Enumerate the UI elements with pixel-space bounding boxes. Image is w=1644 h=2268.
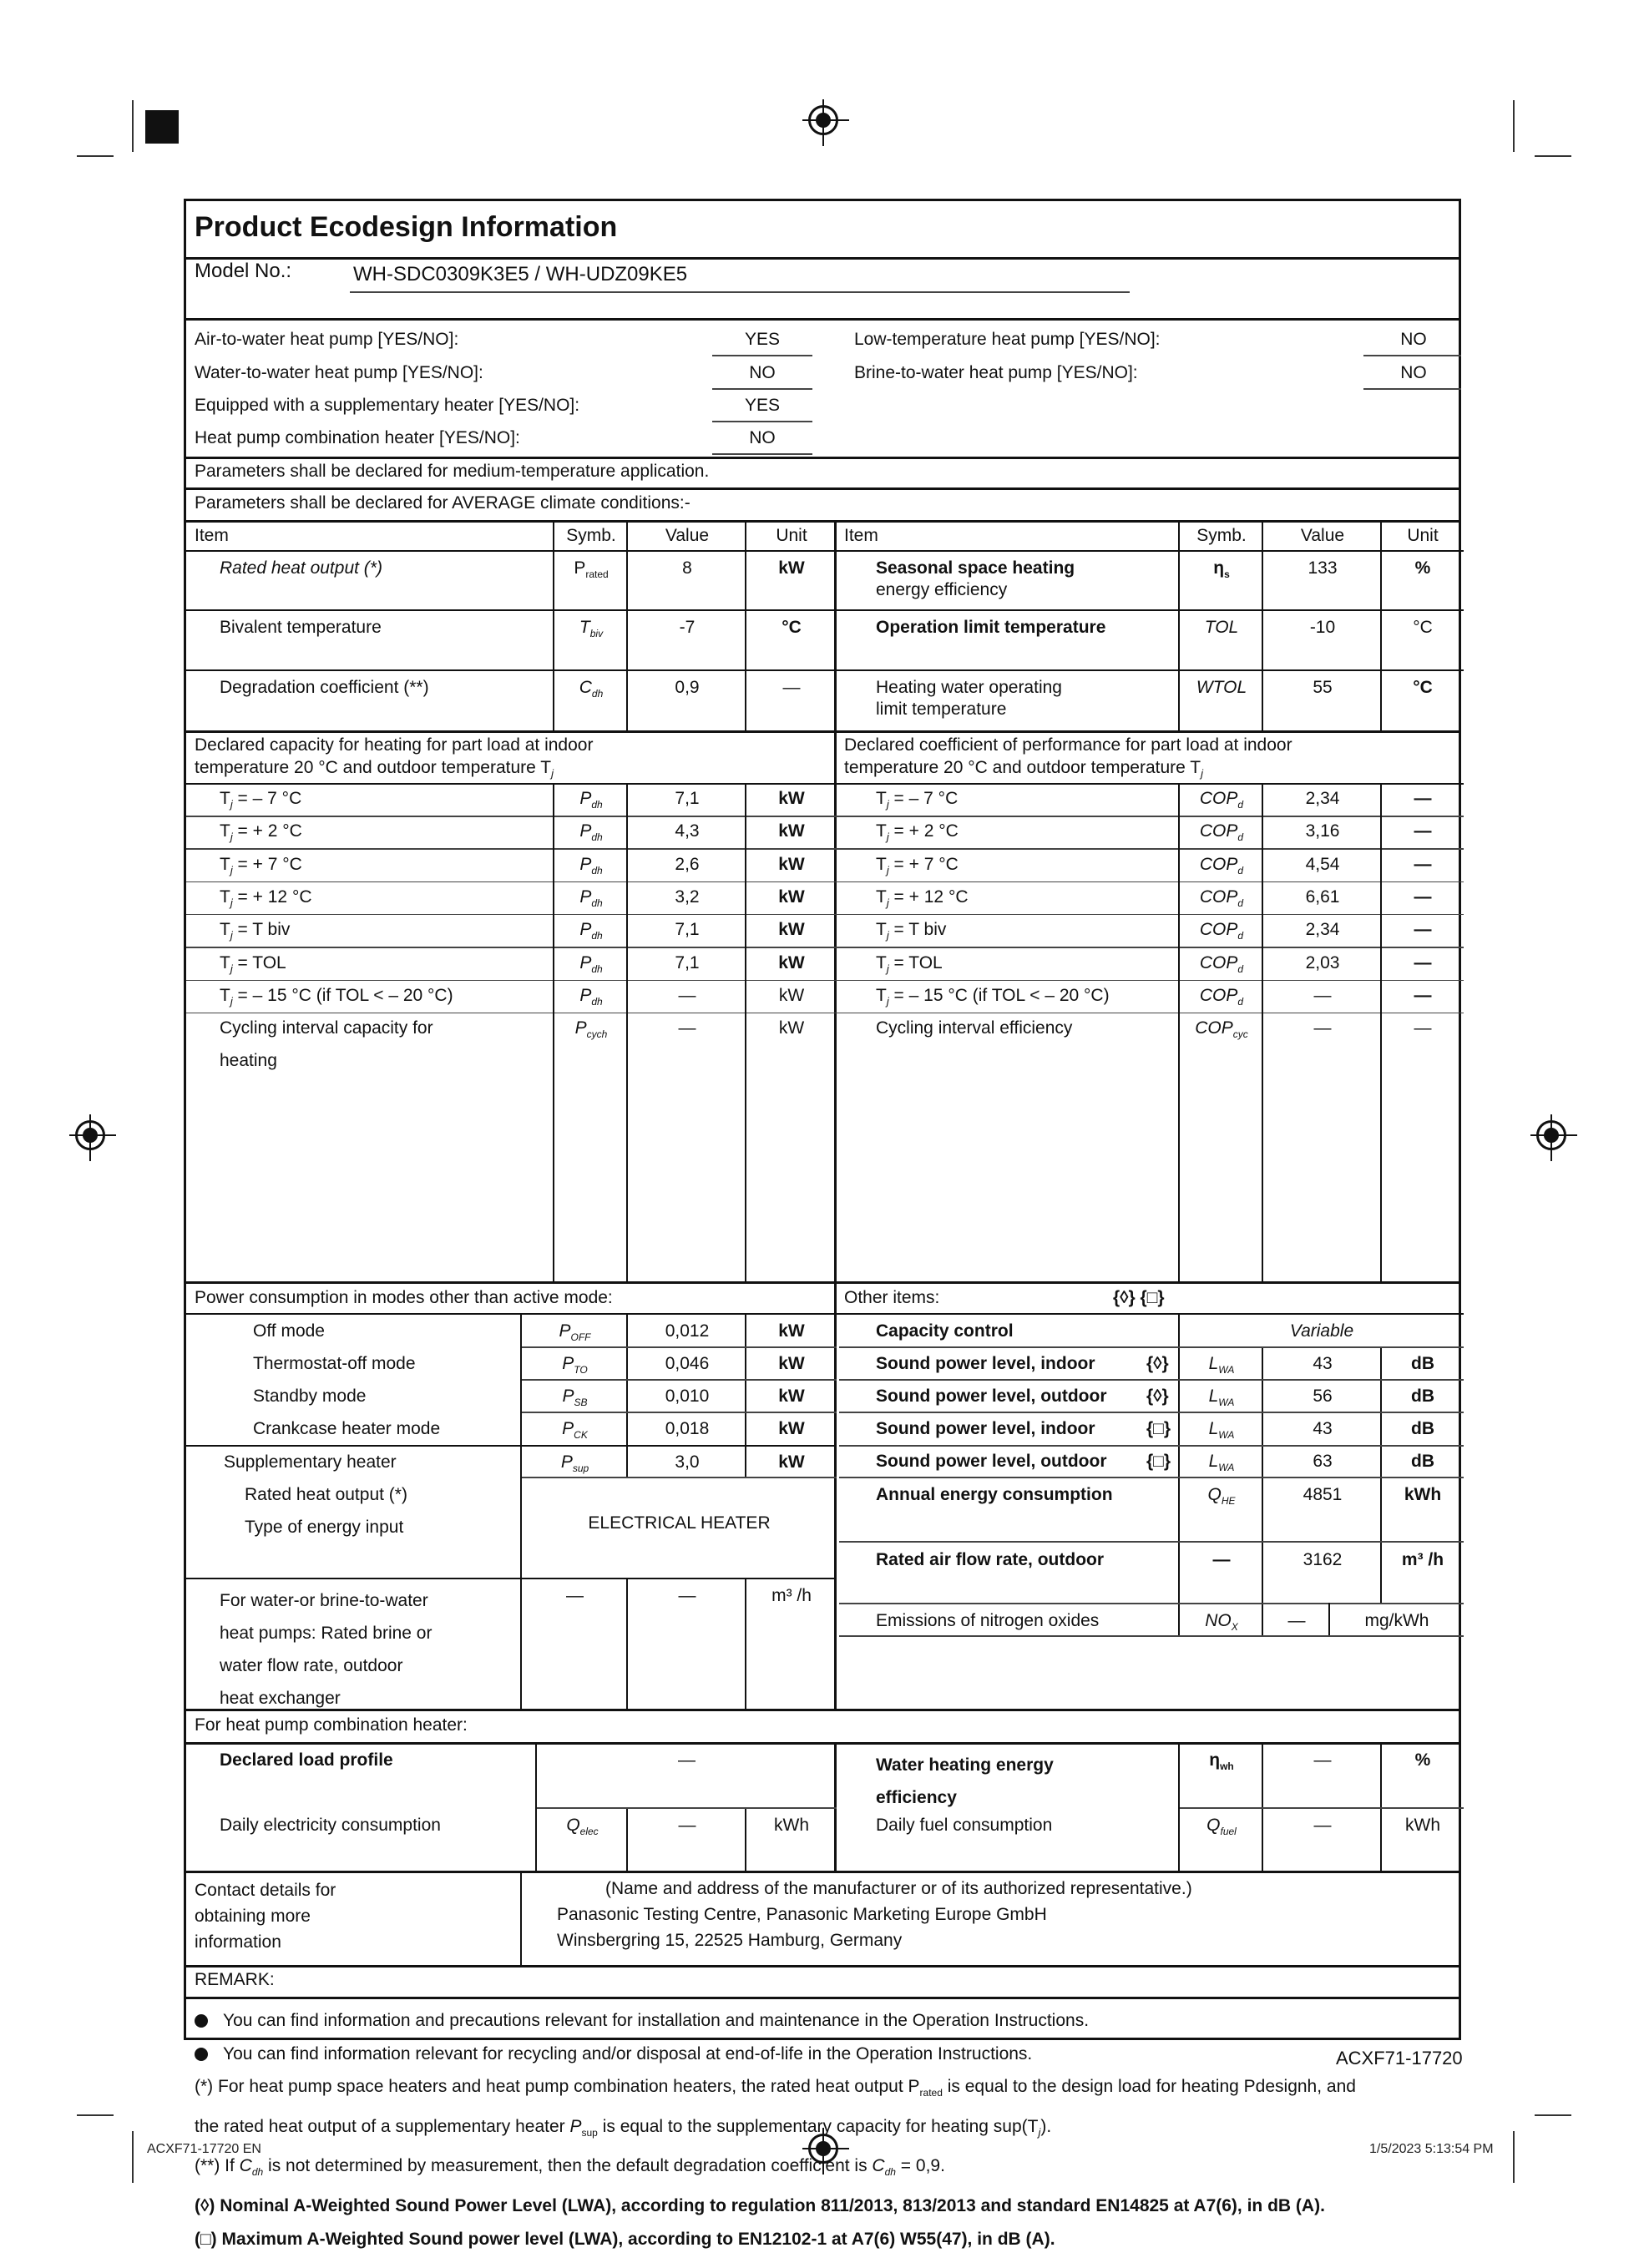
partload-value: — (1313, 985, 1332, 1005)
partload-unit: — (1414, 821, 1432, 841)
power-other-table (186, 1281, 1464, 1709)
partload-unit: — (1414, 789, 1432, 808)
partload-value: 2,6 (675, 854, 700, 874)
partload-condition: $T_j$ = TOL (876, 952, 943, 975)
crop-mark (77, 155, 114, 157)
cycling-capacity-label-2: heating (220, 1051, 277, 1071)
contact-note: (Name and address of the manufacturer or of its authorized representative.) (605, 1879, 1192, 1898)
item-operation-limit: Operation limit temperature (876, 618, 1106, 637)
flag-label: Air-to-water heat pump [YES/NO]: (195, 330, 459, 349)
nox-label: Emissions of nitrogen oxides (876, 1611, 1100, 1630)
flow-label: For water-or brine-to-water heat pumps: Rated brine or water flow rate, outdoor heat exchanger (220, 1591, 432, 1708)
flow-value: — (678, 1586, 696, 1605)
partload-unit: — (1414, 952, 1432, 972)
partload-value: 2,34 (1305, 789, 1340, 808)
symb: WTOL (1196, 678, 1247, 697)
item-water-limit: Heating water operating (876, 678, 1062, 697)
crop-mark (1513, 2131, 1515, 2183)
remark-bullet-1: You can find information and precautions relevant for installation and maintenance in the Operation Instructions. (195, 2004, 1455, 2038)
remark-note-1: (*) For heat pump space heaters and heat pump combination heaters, the rated heat output $P_{rated}$ is equal to the design load for heating Pdesignh, and (195, 2077, 1356, 2099)
daily-fuel-symb: $Q_{fuel}$ (1206, 1816, 1237, 1838)
partload-unit: kW (778, 854, 805, 874)
air-flow-value: 3162 (1303, 1550, 1343, 1569)
unit: °C (782, 618, 802, 637)
partload-condition: $T_j$ = + 2 °C (876, 821, 959, 844)
partload-value: 7,1 (675, 789, 700, 808)
partload-symb: $COP_d$ (1199, 821, 1244, 844)
cycling-efficiency-unit: — (1414, 1018, 1432, 1038)
daily-fuel-label: Daily fuel consumption (876, 1816, 1053, 1835)
power-mode-value: 0,012 (665, 1321, 710, 1341)
power-mode-unit: kW (778, 1321, 805, 1341)
sound-level-unit: dB (1411, 1452, 1434, 1471)
power-mode-value: 0,010 (665, 1387, 710, 1406)
combination-title: For heat pump combination heater: (195, 1715, 468, 1735)
sound-level-mark: {□} (1146, 1419, 1171, 1438)
value: 55 (1313, 678, 1333, 697)
flag-label: Water-to-water heat pump [YES/NO]: (195, 363, 483, 382)
flow-symb: — (566, 1586, 584, 1605)
page-title: Product Ecodesign Information (195, 211, 618, 243)
annual-energy-label: Annual energy consumption (876, 1485, 1113, 1504)
sound-level-value: 43 (1313, 1419, 1333, 1438)
value: 0,9 (675, 678, 700, 697)
contact-address-1: Panasonic Testing Centre, Panasonic Marketing Europe GmbH (557, 1905, 1047, 1924)
flow-unit: m³ /h (771, 1586, 812, 1605)
symb: $C_{dh}$ (579, 678, 604, 700)
supp-heater-label: Supplementary heater (224, 1452, 397, 1472)
partload-symb: $COP_d$ (1199, 985, 1244, 1008)
crop-mark (132, 2131, 134, 2183)
power-mode-unit: kW (778, 1387, 805, 1406)
daily-elec-label: Daily electricity consumption (220, 1816, 441, 1835)
flag-value: YES (744, 396, 781, 415)
symb: TOL (1204, 618, 1239, 637)
supp-energy-label: Type of energy input (245, 1518, 404, 1537)
remark-note-5: (□) Maximum A-Weighted Sound power level (LWA), according to EN12102-1 at A7(6) W55(47), in dB (A). (195, 2229, 1055, 2249)
partload-value: 3,2 (675, 886, 700, 907)
bullet-icon (195, 2048, 208, 2061)
partload-condition: $T_j$ = TOL (220, 952, 286, 975)
power-mode-unit: kW (778, 1419, 805, 1438)
registration-mark-icon (1536, 1120, 1566, 1150)
sound-level-unit: dB (1411, 1419, 1434, 1438)
water-heating-label: Water heating energy efficiency (876, 1755, 1054, 1807)
cycling-capacity-unit: kW (778, 1018, 805, 1038)
partload-condition: $T_j$ = + 7 °C (876, 854, 959, 876)
power-mode-symb: $P_{OFF}$ (559, 1321, 591, 1344)
water-heating-unit: % (1414, 1750, 1431, 1770)
partload-value: 4,54 (1305, 854, 1340, 874)
daily-elec-symb: $Q_{elec}$ (566, 1816, 599, 1838)
partload-value: — (678, 985, 696, 1005)
partload-table (186, 730, 1464, 1281)
partload-condition: $T_j$ = + 12 °C (876, 886, 969, 910)
load-profile-value: — (678, 1750, 696, 1770)
crop-mark (132, 100, 134, 152)
partload-left-title: Declared capacity for heating for part load at indoor (195, 735, 594, 755)
partload-condition: $T_j$ = + 2 °C (220, 821, 302, 844)
sound-level-mark: {◊} (1146, 1387, 1169, 1406)
symb: $T_{biv}$ (579, 618, 604, 640)
water-heating-value: — (1313, 1750, 1332, 1770)
partload-symb: $COP_d$ (1199, 854, 1244, 876)
partload-unit: kW (778, 920, 805, 940)
power-mode-value: 0,046 (665, 1354, 710, 1373)
partload-unit: — (1414, 920, 1432, 940)
daily-elec-value: — (678, 1816, 696, 1835)
air-flow-symb: — (1212, 1550, 1231, 1569)
value: 8 (682, 558, 692, 578)
partload-symb: $COP_d$ (1199, 952, 1244, 975)
item-seasonal-efficiency-2: energy efficiency (876, 580, 1008, 599)
power-mode-label: Off mode (253, 1321, 325, 1341)
model-number: WH-SDC0309K3E5 / WH-UDZ09KE5 (353, 263, 688, 285)
power-title: Power consumption in modes other than active mode: (195, 1288, 613, 1307)
partload-condition: $T_j$ = + 7 °C (220, 854, 302, 876)
partload-symb: $P_{dh}$ (579, 821, 603, 844)
partload-condition: $T_j$ = + 12 °C (220, 886, 312, 910)
flag-label: Low-temperature heat pump [YES/NO]: (854, 330, 1161, 349)
partload-symb: $COP_d$ (1199, 886, 1244, 910)
annual-unit: kWh (1404, 1485, 1442, 1504)
sound-level-unit: dB (1411, 1354, 1434, 1373)
cycling-capacity-value: — (678, 1018, 696, 1038)
partload-value: 4,3 (675, 821, 700, 841)
sound-level-symb: $L_{WA}$ (1208, 1419, 1235, 1442)
partload-value: 2,03 (1305, 952, 1340, 972)
remark-note-3: (**) If $C_{dh}$ is not determined by measurement, then the default degradation coefficient is $C_{dh} = 0,9$. (195, 2156, 945, 2179)
partload-symb: $COP_d$ (1199, 920, 1244, 942)
item-water-limit-2: limit temperature (876, 700, 1007, 719)
air-flow-label: Rated air flow rate, outdoor (876, 1550, 1105, 1569)
header-unit: Unit (776, 526, 807, 545)
partload-symb: $P_{dh}$ (579, 920, 603, 942)
sound-level-label: Sound power level, outdoor (876, 1387, 1107, 1406)
capacity-control-value: Variable (1289, 1321, 1354, 1341)
power-mode-label: Thermostat-off mode (253, 1354, 416, 1373)
sound-level-label: Sound power level, indoor (876, 1354, 1095, 1373)
unit: °C (1413, 618, 1433, 637)
header-symb: Symb. (1196, 526, 1247, 545)
cycling-capacity-label: Cycling interval capacity for (220, 1018, 433, 1038)
registration-mark-icon (75, 1120, 105, 1150)
partload-condition: $T_j$ = – 7 °C (220, 789, 302, 811)
remark-title: REMARK: (195, 1970, 275, 1989)
partload-condition: $T_j$ = – 7 °C (876, 789, 959, 811)
partload-unit: kW (778, 886, 805, 907)
supp-value: 3,0 (675, 1452, 700, 1472)
note-average: Parameters shall be declared for AVERAGE climate conditions:- (195, 493, 690, 513)
cycling-efficiency-label: Cycling interval efficiency (876, 1018, 1073, 1038)
partload-left-title-2: temperature 20 °C and outdoor temperature $T_j$ (195, 758, 554, 780)
partload-value: 3,16 (1305, 821, 1340, 841)
value: -7 (679, 618, 696, 637)
sound-level-label: Sound power level, outdoor (876, 1452, 1107, 1471)
remark-note-4: (◊) Nominal A-Weighted Sound Power Level (LWA), according to regulation 811/2013, 813/2013 and standard EN14825 at A7(6), in dB (A). (195, 2196, 1325, 2216)
value: -10 (1309, 618, 1336, 637)
flag-label: Brine-to-water heat pump [YES/NO]: (854, 363, 1138, 382)
power-mode-value: 0,018 (665, 1419, 710, 1438)
power-mode-symb: $P_{SB}$ (562, 1387, 588, 1409)
sound-level-symb: $L_{WA}$ (1208, 1452, 1235, 1474)
load-profile-label: Declared load profile (220, 1750, 393, 1770)
nox-value: — (1287, 1611, 1306, 1630)
partload-value: 2,34 (1305, 920, 1340, 940)
header-value: Value (1300, 526, 1345, 545)
partload-right-title-2: temperature 20 °C and outdoor temperature $T_j$ (844, 758, 1203, 780)
daily-fuel-unit: kWh (1405, 1816, 1440, 1835)
unit: % (1414, 558, 1431, 578)
value: 133 (1308, 558, 1338, 578)
supp-energy-type: ELECTRICAL HEATER (588, 1513, 771, 1533)
flag-value: YES (744, 330, 781, 349)
partload-unit: kW (778, 985, 805, 1005)
crop-mark (1535, 155, 1571, 157)
remark-list (195, 2004, 1455, 2255)
daily-elec-unit: kWh (774, 1816, 809, 1835)
partload-unit: — (1414, 886, 1432, 907)
nox-unit: mg/kWh (1364, 1611, 1429, 1630)
item-degradation: Degradation coefficient (**) (220, 678, 429, 697)
cycling-efficiency-value: — (1313, 1018, 1332, 1038)
cycling-efficiency-symb: $COP_{cyc}$ (1195, 1018, 1248, 1041)
partload-condition: $T_j = T$ biv (876, 920, 947, 942)
sound-level-symb: $L_{WA}$ (1208, 1354, 1235, 1376)
partload-unit: — (1414, 985, 1432, 1005)
bullet-icon (195, 2014, 208, 2028)
partload-symb: $P_{dh}$ (579, 789, 603, 811)
partload-unit: kW (778, 789, 805, 808)
sound-level-mark: {◊} (1146, 1354, 1169, 1373)
power-mode-label: Crankcase heater mode (253, 1419, 441, 1438)
partload-condition: $T_j$ = – 15 °C (if TOL < – 20 °C) (876, 985, 1110, 1008)
document-code: ACXF71-17720 (1336, 2048, 1463, 2068)
unit: kW (778, 558, 805, 578)
header-symb: Symb. (566, 526, 616, 545)
partload-value: 6,61 (1305, 886, 1340, 907)
partload-symb: $P_{dh}$ (579, 985, 603, 1008)
partload-symb: $P_{dh}$ (579, 886, 603, 910)
flag-value: NO (1400, 330, 1427, 349)
unit: °C (1413, 678, 1433, 697)
sound-level-value: 63 (1313, 1452, 1333, 1471)
annual-value: 4851 (1303, 1485, 1343, 1504)
partload-value: 7,1 (675, 920, 700, 940)
partload-unit: kW (778, 821, 805, 841)
contact-address-2: Winsbergring 15, 22525 Hamburg, Germany (557, 1931, 903, 1950)
other-title: Other items: (844, 1288, 940, 1307)
partload-condition: $T_j$ = – 15 °C (if TOL < – 20 °C) (220, 985, 453, 1008)
main-table (186, 520, 1464, 730)
partload-symb: $P_{dh}$ (579, 854, 603, 876)
symb: $\eta_s$ (1213, 558, 1230, 581)
power-mode-symb: $P_{TO}$ (562, 1354, 588, 1376)
partload-unit: — (1414, 854, 1432, 874)
note-medium: Parameters shall be declared for medium-temperature application. (195, 462, 710, 481)
sound-level-mark: {□} (1146, 1452, 1171, 1471)
footer-right: 1/5/2023 5:13:54 PM (1369, 2142, 1494, 2156)
flag-value: NO (749, 428, 776, 447)
header-item: Item (195, 526, 229, 545)
item-bivalent: Bivalent temperature (220, 618, 382, 637)
registration-square (145, 110, 179, 144)
sound-level-unit: dB (1411, 1387, 1434, 1406)
sound-level-value: 56 (1313, 1387, 1333, 1406)
sound-level-symb: $L_{WA}$ (1208, 1387, 1235, 1409)
combination-table (186, 1742, 1464, 1871)
flag-label: Equipped with a supplementary heater [YES/NO]: (195, 396, 580, 415)
crop-mark (1513, 100, 1515, 152)
annual-symb: $Q_{HE}$ (1207, 1485, 1236, 1508)
remark-note-2: the rated heat output of a supplementary heater $P_{sup}$ is equal to the supplementary capacity for heating $sup(T_j)$. (195, 2116, 1052, 2139)
header-value: Value (665, 526, 710, 545)
partload-symb: $P_{dh}$ (579, 952, 603, 975)
crop-mark (1535, 2114, 1571, 2116)
supp-unit: kW (778, 1452, 805, 1472)
sound-level-value: 43 (1313, 1354, 1333, 1373)
power-mode-label: Standby mode (253, 1387, 367, 1406)
model-label: Model No.: (195, 260, 292, 282)
header-unit: Unit (1407, 526, 1439, 545)
item-seasonal-efficiency: Seasonal space heating (876, 558, 1075, 578)
partload-right-title: Declared coefficient of performance for part load at indoor (844, 735, 1292, 755)
other-marks: {◊} {□} (1113, 1288, 1165, 1307)
flag-value: NO (1400, 363, 1427, 382)
crop-mark (77, 2114, 114, 2116)
daily-fuel-value: — (1313, 1816, 1332, 1835)
unit: — (782, 678, 801, 697)
capacity-control-label: Capacity control (876, 1321, 1014, 1341)
water-heating-symb: $\eta_{wh}$ (1209, 1750, 1234, 1773)
contact-label: Contact details for obtaining more information (195, 1881, 336, 1952)
item-rated-heat-output: Rated heat output (*) (220, 558, 382, 578)
registration-mark-icon (808, 105, 838, 135)
nox-symb: $NO_X$ (1205, 1611, 1238, 1634)
header-item: Item (844, 526, 878, 545)
power-mode-unit: kW (778, 1354, 805, 1373)
power-mode-symb: $P_{CK}$ (562, 1419, 588, 1442)
flag-label: Heat pump combination heater [YES/NO]: (195, 428, 520, 447)
supp-symb: $P_{sup}$ (560, 1452, 589, 1475)
symb: $P_{rated}$ (574, 558, 609, 581)
footer-left: ACXF71-17720 EN (147, 2142, 261, 2156)
flag-value: NO (749, 363, 776, 382)
partload-symb: $COP_d$ (1199, 789, 1244, 811)
partload-condition: $T_j = T$ biv (220, 920, 291, 942)
partload-unit: kW (778, 952, 805, 972)
partload-value: 7,1 (675, 952, 700, 972)
remark-bullet-2: You can find information relevant for recycling and/or disposal at end-of-life in the Operation Instructions. (195, 2038, 1455, 2071)
air-flow-unit: m³ /h (1401, 1550, 1444, 1569)
cycling-capacity-symb: $P_{cych}$ (574, 1018, 608, 1041)
supp-rated-label: Rated heat output (*) (245, 1485, 407, 1504)
sound-level-label: Sound power level, indoor (876, 1419, 1095, 1438)
